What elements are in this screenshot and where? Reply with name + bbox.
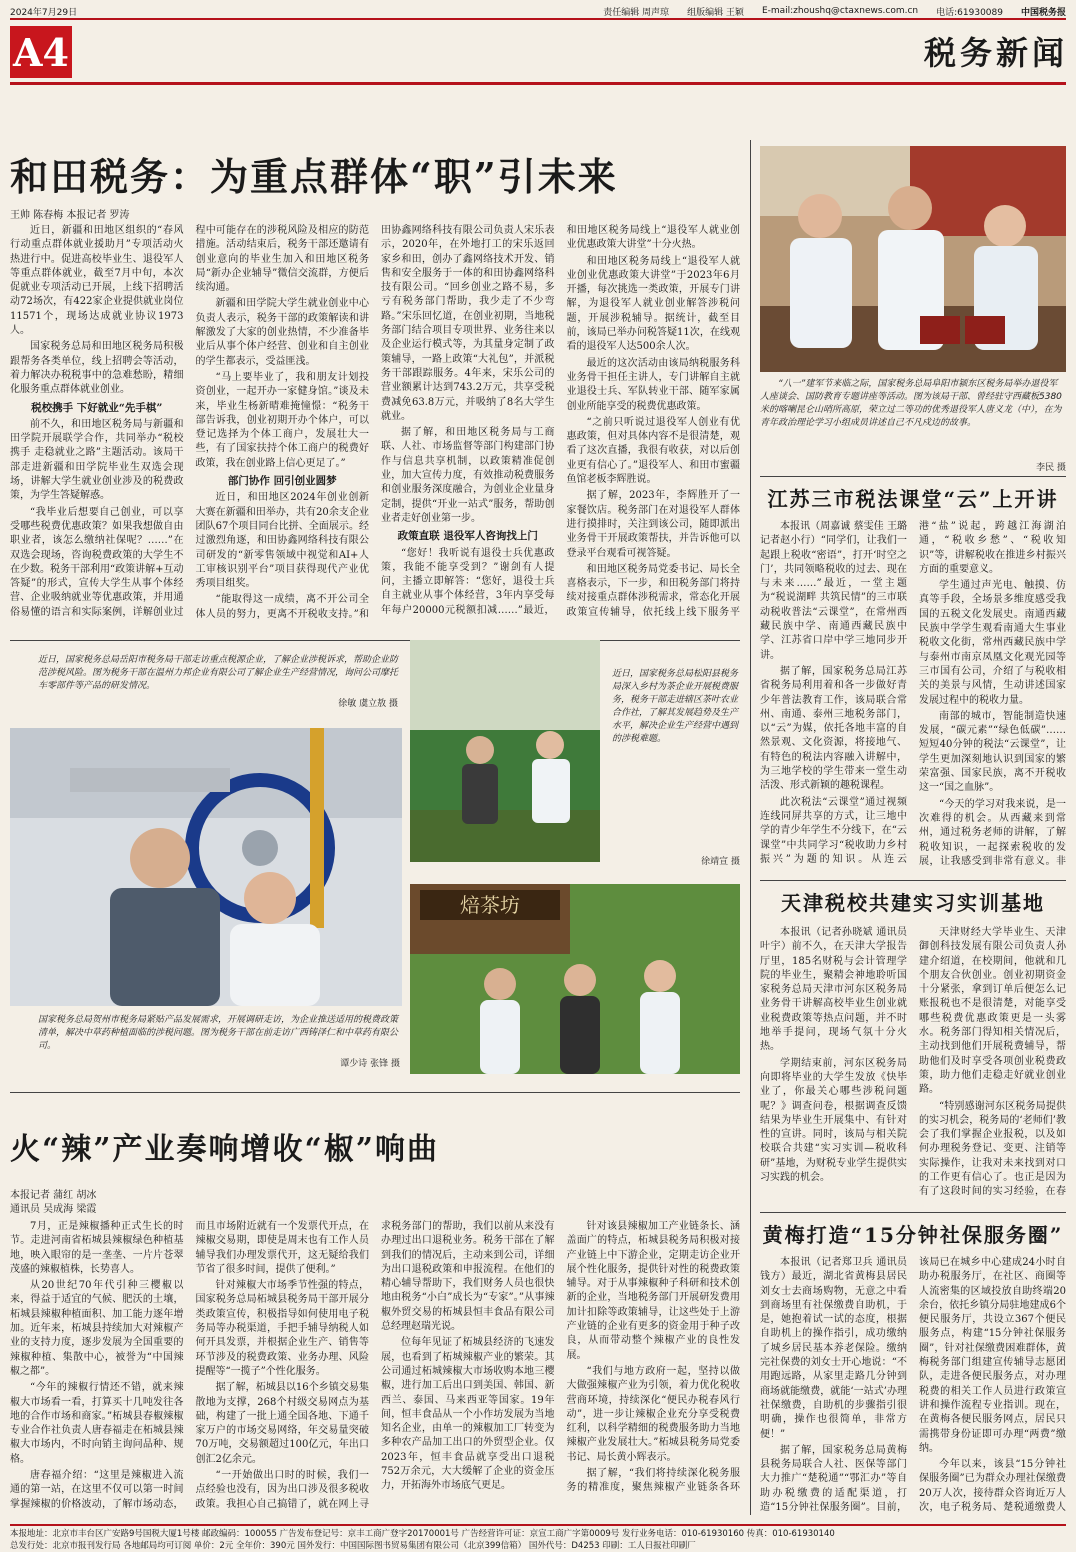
paragraph: 位每年见证了柘城县经济的飞速发展，也看到了柘城辣椒产业的繁荣。其公司通过柘城辣椒大市场收购本地三樱椒，进行加工后出口到美国、韩国、新西兰、泰国、马来西亚等国家。19年间，恒丰食品从一个小作坊发展为当地知名企业，由单一的辣椒加工厂转变为多种农产品加工出口的外贸型企业。仅2023年，恒丰食品就享受出口退税752万余元，大大缓解了企业的资金压力，开拓海外市场底气更足。 [381,1337,555,1492]
tianjin-body [760,926,1066,1206]
designer: 组版编辑 王颖 [687,7,744,18]
masthead-strip [10,4,1066,20]
paragraph: “能取得这一成绩，离不开公司全体人员的努力，更离不开税收支持。”和田协鑫网络科技有限公司负责人宋乐表示，2020年，在外地打工的宋乐返回家乡和田，创办了鑫网络技术开发、销售和安全服务于一体的和田协鑫网络科技有限公司。“回乡创业之路不易，多亏有税务部门帮助，我少走了不少弯路。”宋乐回忆道，在创业初期，当地税务部门结合项目专项世界、业务往来以及企业运行模式等，为其量身定制了政策辅导，一路上政策“大礼包”，并派税务干部跟踪服务。4年来，宋乐公司的营业额累计达到743.2万元，共享受税费减免63.8万元，并吸纳了8名大学生就业。 [195,225,555,620]
paragraph: 前不久，和田地区税务局与新疆和田学院开展联学合作，共同举办“税校携手 走稳就业之路”主题活动。该局干部走进新疆和田学院毕业生双选会现场，讲解大学生就业创业涉及的税费政策，为学生答疑解惑。 [10,418,184,502]
divider [760,476,1066,477]
paragraph: 国家税务总局和田地区税务局积极跟帮务各类单位，线上招聘会等活动，着力解决办税税事中的急难愁盼，精细化服务重点群体就业创业。 [10,341,184,396]
article1-title: 和田税务：为重点群体“职”引未来 [10,154,618,199]
article1-byline: 王帅 陈春梅 本报记者 罗涛 [10,210,130,221]
article2-byline-correspondents: 通讯员 吴成海 梁霞 [10,1204,97,1215]
paragraph: “今天的学习对我来说，是一次难得的机会。从西藏来到常州，通过税务老师的讲解，了解税收知识，一起探索税收的发展，让我感受到非常有意义。非 [919,798,1066,867]
photo-farm-illustration [410,640,600,862]
paragraph: 最近的这次活动由该局纳税服务科业务骨干担任主讲人，专门讲解自主就业退役士兵、军队转业干部、随军家属创业所能享受的税费优惠政策。 [566,357,740,412]
paragraph: 新疆和田学院大学生就业创业中心负责人表示，税务干部的政策解读和讲解激发了大家的创业热情，不少准备毕业后从事个体户经营、创业和自主创业的学生都表示，受益匪浅。 [195,298,369,367]
tea-shop-sign: 焙茶坊 [460,893,520,917]
footer [10,1524,1066,1550]
photo-veterans-credit: 李民 摄 [1036,463,1066,473]
photo-motorcycle-caption: 近日，国家税务总局岳阳市税务局干部走访重点税源企业，了解企业涉税诉求，帮助企业防范涉税风险。图为税务干部在温州力邦企业有限公司了解企业生产经营情况，询问公司摩托车零部件等产品的研发情况。 [38,655,399,691]
article2-body [10,1220,740,1516]
photo-motorcycle [10,728,402,1006]
divider [760,1212,1066,1213]
jiangsu-body [760,520,1066,872]
paragraph: 本报讯（记者郑卫兵 通讯员钱方）最近，湖北省黄梅县居民刘女士去商场购物，无意之中看到商场里有社保缴费自助机，于是，她抱着试一试的态度，根据自助机上的操作指引，成功缴纳了城乡居民基本养老保险。缴纳完社保费的刘女士开心地说：“不用跑远路，从家里走路几分钟到商场就能缴费，就能‘一站式’办理社保缴费，自助机的步骤指引很明确，操作也很简单，非常方便！” [760,1257,907,1440]
subhead: 税校携手 下好就业“先手棋” [31,401,163,414]
page-number: A4 [10,26,72,78]
photo-herbs-caption: 国家税务总局贺州市税务局紧贴产品发展需求，开展调研走访，为企业推送适用的税费政策清单，解决中草药种植面临的涉税问题。图为税务干部在前走访广西铸泽仁和中草药有限公司。 [38,1015,399,1051]
jiangsu-title: 江苏三市税法课堂“云”上开讲 [767,487,1059,511]
photo-farm-credit: 徐靖宣 摄 [701,857,740,867]
paragraph: 针对辣椒大市场季节性强的特点，国家税务总局柘城县税务局干部开展分类政策宣传，积极指导如何使用电子税务局等办税渠道，手把手辅导纳税人如何开具发票，并根据企业生产、销售等环节涉及的税费政策、业务办理、风险提醒等“一揽子”个性化服务。 [195,1280,369,1377]
huangmei-title: 黄梅打造“15分钟社保服务圈” [762,1223,1064,1247]
paragraph: 7月，正是辣椒播种正式生长的时节。走进河南省柘城县辣椒绿色种植基地，映入眼帘的是一垄垄、一片片苍翠茂盛的辣椒植株，长势喜人。 [10,1221,184,1275]
photo-farm [410,640,600,862]
divider [10,640,740,641]
paragraph: 唐春福介绍：“这里是辣椒进入流通的第一站，在这里不仅可以第一时间掌握辣椒的价格波动，了解市场动态，而且市场附近就有一个发票代开点，在辣椒交易期，即使是周末也有工作人员辅导我们办理发票代开，这无疑给我们节省了很多时间，提供了便利。” [10,1221,369,1510]
article2-byline-reporters: 本报记者 蒲红 胡冰 [10,1190,97,1201]
paragraph: 据了解，国家税务总局黄梅县税务局联合人社、医保等部门大力推广“楚税通”“鄂汇办”等自助办税缴费的适配渠道，打造“15分钟社保服务圈”。目前，该局已在城乡中心建成24小时自助办税服务厅，在社区、商圈等人流密集的区域投放自助终端20余台，依托乡镇分局驻地建成6个便民服务厅，共设立367个便民服务点，构建“15分钟社保服务圈”，针对社保缴费困难群体，黄梅税务部门组建宣传辅导志愿团队，走进各便民服务点，对办理税费的相关工作人员进行政策宣讲和操作流程专业指训。现在，在黄梅各便民服务网点，居民只需携带身份证即可办理“两费”缴纳。 [760,1257,1066,1514]
editor: 责任编辑 周声琼 [603,7,670,18]
footer-line: 总发行处：北京市报刊发行局 各地邮局均可订阅 单价：2元 全年价：390元 国外发行：中国国际图书贸易集团有限公司（北京399信箱） 国外代号：D4253 印刷：工人日报社印刷厂 [10,1541,696,1551]
paragraph: 天津财经大学毕业生、天津御创科技发展有限公司负责人孙建介绍道，在校期间，他就和几个朋友合伙创业。创业初期资金十分紧张，拿到订单后便怎么记账报税也不是很清楚，对能享受哪些税费优惠政策更是一头雾水。税务部门得知相关情况后，主动找到他们开展税费辅导，帮助他们及时享受各项创业税费政策，助力他们走稳走好就业创业路。 [919,927,1066,1096]
footer-line: 本报地址：北京市丰台区广安路9号国税大厦1号楼 邮政编码：100055 广告发布登记号：京丰工商广登字20170001号 广告经营许可证：京宣工商广字第0009号 发行业务电话：010-61930160 传真：010-61930140 [10,1529,835,1539]
issue-date: 2024年7月29日 [10,7,78,18]
photo-tea-illustration [410,884,740,1074]
photo-tea [410,884,740,1074]
paragraph: 据了解，和田地区税务局与工商联、人社、市场监督等部门构建部门协作与信息共享机制，以政策精准促创业，加大宣传力度，有效推动税费服务和创业服务深度融合，为创业企业量身定制，提供“开业一站式”服务，帮助创业者走好创业第一步。 [381,427,555,524]
paragraph: “之前只听说过退役军人创业有优惠政策，但对具体内容不是很清楚，观看了这次直播，我很有收获，对以后创业更有信心了。”退役军人、和田市蜜疆鱼馆老板李辉胜说。 [566,416,740,486]
paragraph: “我毕业后想要自己创业，可以享受哪些税费优惠政策？如果我想做自由职业者，该怎么缴纳社保呢？……”在双选会现场，咨询税费政策的大学生不在少数。税务干部利用“政策讲解+互动答疑”的形式，宣传大学生从事个体经营、企业吸纳就业等优惠政策，并用通俗易懂的语言和实际案例，详解创业过程中可能存在的涉税风险及相应的防范措施。活动结束后，税务干部还邀请有创业意向的毕业生加入和田地区税务局“新办企业辅导”微信交流群，方便后续沟通。 [10,225,369,618]
photo-veterans-illustration [760,146,1066,372]
paragraph: “特别感谢河东区税务局提供的实习机会，税务局的‘老师们’教会了我们掌握企业报税，以及如何办理税务登记、变更、注销等实际操作，让我对未来找到对口的工作更有信心了。也正是因为有了这段时间的实习经验，在春 [919,1100,1066,1198]
paragraph: 据了解，柘城县以16个乡镇交易集散地为支撑，268个村级交易网点为基础，构建了一批上通全国各地、下通千家万户的市场交易网络，年交易量突破70万吨，交易额超过100亿元，年出口创汇2亿余元。 [195,1382,369,1465]
paragraph: 学生通过声光电、触摸、仿真等手段，全场景多维度感受我国的五税文化发展史。南通西藏民族中学学生观看南通大生事业税收文化街，常州西藏民族中学与泰州市南京凤凰文化观光园等三市国有公司，介绍了与税收相关的美景与风情，生动讲述国家发展过程中的税收力量。 [919,580,1066,706]
paper-name: 中国税务报 [1020,7,1066,18]
paragraph: 今年以来，该县“15分钟社保服务圈”已为群众办理社保缴费20万人次，接待群众咨询近万人次，电子税务局、楚税通缴费人 [919,1459,1066,1514]
photo-motorcycle-credit: 徐敏 虞立敖 摄 [338,699,398,709]
paragraph: 学期结束前，河东区税务局向即将毕业的大学生发放《快毕业了，你最关心哪些涉税问题呢？》调查问卷，根据调查反馈结果为毕业生开展集中、有针对性的宣讲。同时，该局与相关院校联合共建“实习实训—税收科研”基地，为财税专业学生提供实习实践的机会。 [760,1057,907,1184]
email: E-mail:zhoushq@ctaxnews.com.cn [761,6,919,16]
paragraph: 本报讯（周嘉诚 蔡雯佳 王璐 记者赵小行）“同学们，让我们一起跟上税收“密语”，打开‘时空之门’，共同领略税收的过去、现在与未来……”最近，一堂主题为“税说湖畔 共筑民情”的三市联动税收普法“云课堂”，在常州西藏民族中学、南通西藏民族中学、江苏省口岸中学三地同步开讲。 [760,521,907,661]
photo-motorcycle-illustration [10,728,402,1006]
divider [10,1092,740,1093]
paragraph: 据了解，“我们将持续深化税务服务的精准度，聚焦辣椒产业链条各环 [566,1468,740,1494]
paragraph: 近日，新疆和田地区组织的“春风行动重点群体就业援助月”专项活动火热进行中。促进高校毕业生、退役军人等重点群体就业，截至7月中旬，本次促就业专项活动已开展，上线下招聘活动72场次，有422家企业提供就业岗位11571个，现场达成就业协议1973人。 [10,225,184,337]
article2-title: 火“辣”产业奏响增收“椒”响曲 [10,1132,440,1167]
section-title: 税务新闻 [923,34,1068,72]
column-divider [750,140,751,1515]
paragraph: 和田地区税务局线上“退役军人就业创业优惠政策大讲堂”于2023年6月开播，每次挑选一类政策，开展专门讲解，为退役军人就业创业解答涉税问题，开展涉税辅导。据统计，截至目前，该局已举办问税答疑11次，在线观看的退役军人达500余人次。 [566,255,740,353]
phone: 电话:61930089 [936,7,1003,18]
header-rule [10,82,1066,85]
paragraph: “今年的辣椒行情还不错，就来辣椒大市场看一看，打算买十几吨发往各地的合作市场和商家。”柘城县春椒辣椒专业合作社负责人唐春福走在柘城县辣椒大市场内，不时向销主询问品种、规格。 [10,1382,184,1465]
photo-veterans-caption: “八一”建军节来临之际，国家税务总局阜阳市颍东区税务局举办退役军人座谈会、国防教育专题讲座等活动。图为该局干部、曾经驻守西藏板5380米的喀喇昆仑山哨所高原，荣立过二等功的优秀退役军人唐义龙（中），在为青年政治理论学习小组成员讲述自己不凡戍边的故事。 [760,379,1062,428]
paragraph: 据了解，国家税务总局江苏省税务局利用着和各一步做好青少年普法教育工作，该局联合常州、南通、泰州三地税务部门，以“云”为媒，依托各地丰富的自然景观、文化资源，将接地气、有特色的税法内容融入讲解中，为三地学校的学生带来一堂生动活泼、形式新颖的趣税课程。 [760,665,907,792]
subhead: 政策直联 退役军人咨询找上门 [397,530,538,543]
photo-farm-caption: 近日，国家税务总局松阳县税务局深入乡村为茶企业开展税费服务，税务干部走进辖区茶叶农业合作社，了解其发展趋势及生产水平，解决企业生产经营中遇到的涉税难题。 [612,669,739,744]
paragraph: 据了解，2023年，李辉胜开了一家餐饮店。税务部门在对退役军人群体进行摸排时，关注到该公司，随即派出业务骨干开展政策帮扶，并告诉他可以登录平台观看可视答疑。 [566,490,740,559]
divider [760,880,1066,881]
tianjin-title: 天津税校共建实习实训基地 [781,891,1045,915]
paragraph: 南部的城市，智能制造快速发展，“碳元素”“绿色低碳”……短短40分钟的税法“云课堂”，让学生更加深刻地认识到国家的繁荣富强、国家民族，离不开税收这一“国之血脉”。 [919,710,1066,794]
paragraph: 近日，和田地区2024年创业创新大赛在新疆和田举办，共有20余支企业团队67个项目同台比拼、全面展示。经过激烈角逐，和田协鑫网络科技有限公司研发的“新零售领域中视觉和AI+人工审核识别平台”项目获得现代产业优秀项目组奖。 [195,492,369,590]
paragraph: 针对该县辣椒加工产业链条长、涵盖面广的特点，柘城县税务局积极对接产业链上中下游企业，定期走访企业开展个性化服务，提供针对性的税费政策辅导。对于从事辣椒种子科研和技术创新的企业，当地税务部门开展研发费用加计扣除等政策辅导，让这些处于上游产业链的企业有更多的资金用于种子改良，从而带动整个辣椒产业的良性发展。 [566,1221,740,1361]
paragraph: “您好！我听说有退役士兵优惠政策，我能不能享受到？”谢剑有人提问，主播立即解答：“您好，退役士兵自主就业从事个体经营，3年内享受每年每户20000元税额扣减……”最近，和田地区税务局线上“退役军人就业创业优惠政策大讲堂”十分火热。 [381,225,740,616]
paragraph: 本报讯（记者孙晓斌 通讯员叶宇）前不久，在天津大学报告厅里，185名财税与会计管理学院的毕业生，聚精会神地聆听国家税务总局天津市河东区税务局业务骨干讲解高校毕业生创业就业税费政策等热点问题，并不时地举手提问，现场气氛十分火热。 [760,927,907,1053]
paragraph: 此次税法“云课堂”通过视频连线同屏共享的方式，让三地中学的青少年学生不分线下，在“云课堂”中共同学习“税收助力乡村振兴”为题的知识。从连云港“盐”说起，跨越江海湖泊通，“税收乡愁”、“税收知识”等，讲解税收在推进乡村振兴方面的重要意义。 [760,521,1066,865]
huangmei-body [760,1256,1066,1518]
paragraph: 从20世纪70年代引种三樱椒以来，得益于适宜的气候、肥沃的土壤，柘城县辣椒种植面积、加工能力逐年增加。近年来，柘城县持续加大对辣椒产业的支持力度，逐步发展为全国重要的辣椒种植、集散中心，被誉为“中国辣椒之都”。 [10,1280,184,1377]
photo-veterans [760,146,1066,372]
paragraph: “马上要毕业了，我和朋友计划投资创业，一起开办一家健身馆。”谈及未来，毕业生杨新晴难掩憧憬：“税务干部告诉我，创业初期开办个体户，可以登记选择为个体工商户，发展壮大一些，有了国家扶持个体工商户的税费好政策，我在创业路上信心更足了。” [195,371,369,469]
article1-body [10,224,740,634]
photo-herbs-credit: 谭少诗 张锋 摄 [340,1059,400,1069]
subhead: 部门协作 回引创业圆梦 [227,475,337,488]
paragraph: 和田地区税务局党委书记、局长全喜格表示，下一步，和田税务部门将持续对接重点群体涉税需求，常态化开展政策宣传辅导，依托线上线下服务平 [566,563,740,618]
paragraph: “我们与地方政府一起，坚持以做大做强辣椒产业为引领，着力优化税收营商环境，持续深化“便民办税春风行动”，进一步让辣椒企业充分享受税费红利，以科学精细的税费服务助力当地辣椒产业发展壮大。”柘城县税务局党委书记、局长黄小辉表示。 [566,1365,740,1463]
paragraph: “一开始做出口时的时候，我们一点经验也没有，因为出口涉及很多税收政策。我担心自己搞错了，就在网上寻求税务部门的帮助，我们以前从来没有办理过出口退税业务。税务干部在了解到我们的情况后，主动来到公司，详细为出口退税政策和申报流程。在他们的精心辅导帮助下，我们财务人员也很快地由税务“小白”成长为“专家”。”从事辣椒外贸交易的柘城县恒丰食品有限公司总经理赵瑞光说。 [195,1221,555,1510]
